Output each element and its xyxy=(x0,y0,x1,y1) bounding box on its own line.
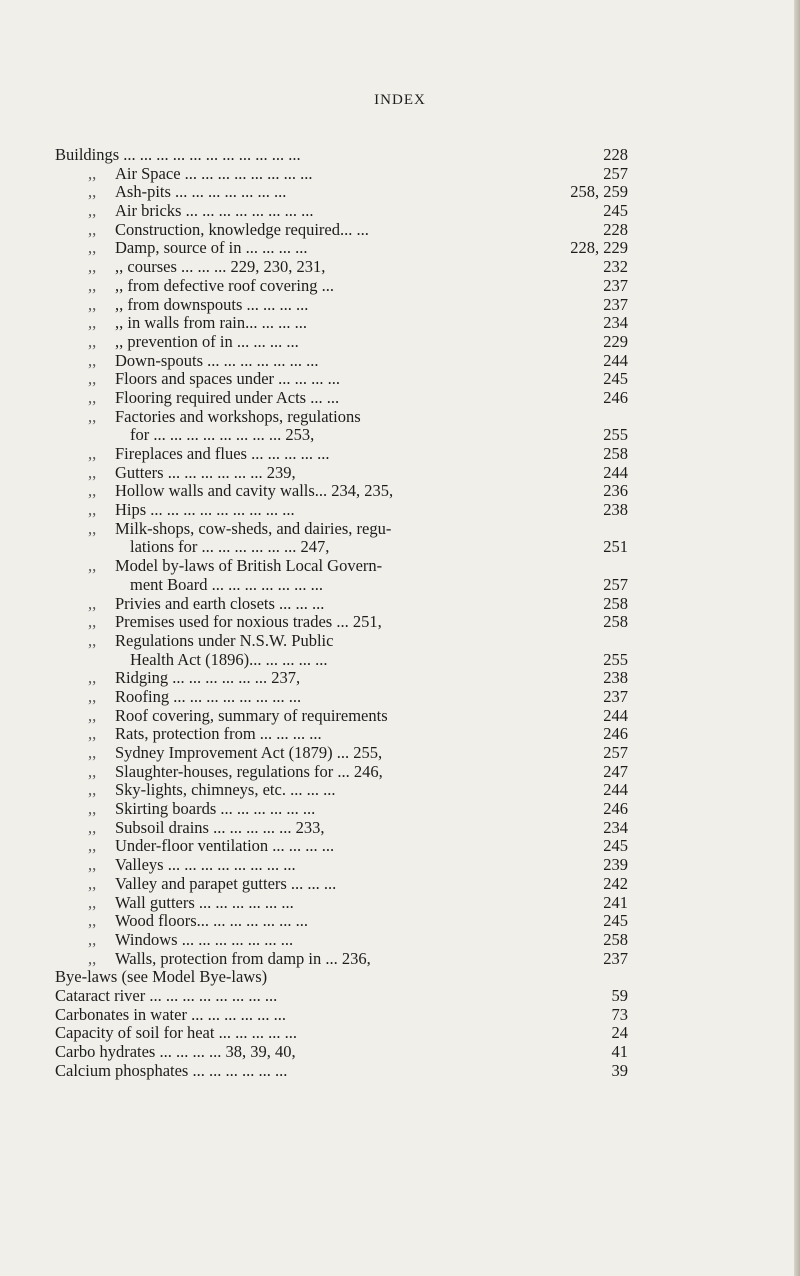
index-entry xyxy=(0,202,800,221)
index-entry-text: ,, from downspouts ... ... ... ... xyxy=(115,294,309,314)
index-entry xyxy=(0,482,800,501)
ditto-mark: ,, xyxy=(88,406,97,426)
index-entry-text: Subsoil drains ... ... ... ... ... 233, xyxy=(115,817,325,837)
index-entry xyxy=(0,968,800,987)
ditto-mark: ,, xyxy=(88,238,97,258)
index-entry xyxy=(0,613,800,632)
index-entry-text: Damp, source of in ... ... ... ... xyxy=(115,238,308,258)
index-entry-text: Premises used for noxious trades ... 251, xyxy=(115,612,382,632)
index-entry xyxy=(0,1024,800,1043)
index-entry-text: Buildings ... ... ... ... ... ... ... ... ... ... ... xyxy=(55,145,301,164)
index-entry-text: ,, from defective roof covering ... xyxy=(115,275,334,295)
index-entry-text: for ... ... ... ... ... ... ... ... 253, xyxy=(130,425,315,445)
index-entry-text: Wood floors... ... ... ... ... ... ... xyxy=(115,911,308,931)
index-entry xyxy=(0,538,800,557)
index-entry-pages: 239 xyxy=(603,855,628,875)
index-entry xyxy=(0,146,800,165)
index-entry-text: Ridging ... ... ... ... ... ... 237, xyxy=(115,668,301,688)
index-entry xyxy=(0,707,800,726)
index-entry-text: Factories and workshops, regulations xyxy=(115,406,361,426)
ditto-mark: ,, xyxy=(88,911,97,931)
ditto-mark: ,, xyxy=(88,836,97,856)
index-entry xyxy=(0,1006,800,1025)
index-entry-pages: 258, 259 xyxy=(570,182,628,202)
index-entry-text: Windows ... ... ... ... ... ... ... xyxy=(115,929,294,949)
index-entry xyxy=(0,950,800,969)
index-entry-text: lations for ... ... ... ... ... ... 247, xyxy=(130,537,330,557)
index-entry-text: ,, prevention of in ... ... ... ... xyxy=(115,331,299,351)
index-entry xyxy=(0,837,800,856)
ditto-mark: ,, xyxy=(88,799,97,819)
index-entry-text: Slaughter-houses, regulations for ... 246, xyxy=(115,761,383,781)
index-entry-pages: 257 xyxy=(603,574,628,594)
index-entry xyxy=(0,688,800,707)
index-entry xyxy=(0,333,800,352)
ditto-mark: ,, xyxy=(88,275,97,295)
index-entry-pages: 258 xyxy=(603,612,628,632)
index-entry-text: Wall gutters ... ... ... ... ... ... xyxy=(115,892,294,912)
index-entry xyxy=(0,296,800,315)
ditto-mark: ,, xyxy=(88,481,97,501)
index-entry-pages: 228 xyxy=(603,219,628,239)
index-entry xyxy=(0,445,800,464)
index-entry-pages: 73 xyxy=(611,1004,628,1024)
index-entry-pages: 59 xyxy=(611,985,628,1005)
index-entry xyxy=(0,408,800,427)
index-entry-text: Down-spouts ... ... ... ... ... ... ... xyxy=(115,350,319,370)
index-entry xyxy=(0,651,800,670)
index-entry-pages: 236 xyxy=(603,481,628,501)
index-entry xyxy=(0,669,800,688)
index-entry xyxy=(0,221,800,240)
index-entry-text: Model by-laws of British Local Govern- xyxy=(115,556,383,576)
index-entry-pages: 237 xyxy=(603,275,628,295)
ditto-mark: ,, xyxy=(88,855,97,875)
index-entry-pages: 244 xyxy=(603,705,628,725)
index-entry-pages: 242 xyxy=(603,873,628,893)
ditto-mark: ,, xyxy=(88,313,97,333)
index-entry-pages: 41 xyxy=(611,1042,628,1061)
index-entry xyxy=(0,800,800,819)
index-entry-text: Roof covering, summary of requirements xyxy=(115,705,388,725)
page-title: INDEX xyxy=(374,92,426,108)
index-entry-text: Health Act (1896)... ... ... ... ... xyxy=(130,649,328,669)
index-entry xyxy=(0,426,800,445)
index-entry-text: Carbonates in water ... ... ... ... ... ... xyxy=(55,1004,286,1024)
index-entry-text: Capacity of soil for heat ... ... ... ... ... xyxy=(55,1023,297,1043)
index-entry-text: Air Space ... ... ... ... ... ... ... ... xyxy=(115,163,313,183)
ditto-mark: ,, xyxy=(88,556,97,576)
index-entry-text: Cataract river ... ... ... ... ... ... ... ... xyxy=(55,985,278,1005)
ditto-mark: ,, xyxy=(88,444,97,463)
ditto-mark: ,, xyxy=(88,612,97,632)
index-entry-text: ,, courses ... ... ... 229, 230, 231, xyxy=(115,257,326,277)
ditto-mark: ,, xyxy=(88,294,97,314)
index-entry-pages: 245 xyxy=(603,201,628,221)
index-entry xyxy=(0,165,800,184)
index-entry-pages: 238 xyxy=(603,500,628,520)
ditto-mark: ,, xyxy=(88,462,97,482)
index-entry xyxy=(0,258,800,277)
index-entry-pages: 246 xyxy=(603,799,628,819)
index-entry-text: Construction, knowledge required... ... xyxy=(115,219,369,239)
index-entry-text: Rats, protection from ... ... ... ... xyxy=(115,724,322,744)
index-entry xyxy=(0,464,800,483)
index-entry-pages: 237 xyxy=(603,948,628,968)
index-entry xyxy=(0,352,800,371)
index-entry xyxy=(0,781,800,800)
ditto-mark: ,, xyxy=(88,892,97,912)
index-entry-pages: 246 xyxy=(603,387,628,407)
index-entry-pages: 237 xyxy=(603,294,628,314)
index-entry-pages: 255 xyxy=(603,649,628,669)
index-entry-text: Carbo hydrates ... ... ... ... 38, 39, 40, xyxy=(55,1042,296,1061)
index-entry-pages: 228 xyxy=(603,145,628,164)
index-entry xyxy=(0,912,800,931)
index-entry-pages: 244 xyxy=(603,350,628,370)
index-entry xyxy=(0,725,800,744)
index-entry-text: Hollow walls and cavity walls... 234, 235, xyxy=(115,481,394,501)
ditto-mark: ,, xyxy=(88,369,97,389)
index-entry xyxy=(0,314,800,333)
index-entry xyxy=(0,520,800,539)
index-entry-pages: 234 xyxy=(603,817,628,837)
ditto-mark: ,, xyxy=(88,163,97,183)
index-entry-pages: 241 xyxy=(603,892,628,912)
index-entry xyxy=(0,277,800,296)
index-entry-pages: 258 xyxy=(603,444,628,463)
index-entry-text: Gutters ... ... ... ... ... ... 239, xyxy=(115,462,296,482)
ditto-mark: ,, xyxy=(88,724,97,744)
index-entry-pages: 39 xyxy=(611,1060,628,1080)
index-entry xyxy=(0,744,800,763)
ditto-mark: ,, xyxy=(88,705,97,725)
index-entry xyxy=(0,856,800,875)
ditto-mark: ,, xyxy=(88,743,97,762)
index-entry-pages: 237 xyxy=(603,686,628,706)
index-entry-pages: 257 xyxy=(603,743,628,762)
index-entry-pages: 229 xyxy=(603,331,628,351)
ditto-mark: ,, xyxy=(88,387,97,407)
index-entry-pages: 244 xyxy=(603,462,628,482)
index-entry-pages: 258 xyxy=(603,929,628,949)
ditto-mark: ,, xyxy=(88,201,97,221)
index-entry-text: Sydney Improvement Act (1879) ... 255, xyxy=(115,743,383,762)
index-entry-pages: 245 xyxy=(603,911,628,931)
ditto-mark: ,, xyxy=(88,257,97,277)
ditto-mark: ,, xyxy=(88,948,97,968)
ditto-mark: ,, xyxy=(88,761,97,781)
index-entry xyxy=(0,632,800,651)
index-entry xyxy=(0,576,800,595)
index-entry xyxy=(0,1062,800,1081)
index-entry xyxy=(0,501,800,520)
index-entry-text: Roofing ... ... ... ... ... ... ... ... xyxy=(115,686,302,706)
index-entry-text: Privies and earth closets ... ... ... xyxy=(115,593,325,613)
index-list xyxy=(0,146,800,1080)
index-entry-text: Air bricks ... ... ... ... ... ... ... ... xyxy=(115,201,314,221)
index-entry-text: Skirting boards ... ... ... ... ... ... xyxy=(115,799,316,819)
ditto-mark: ,, xyxy=(88,331,97,351)
ditto-mark: ,, xyxy=(88,630,97,650)
index-entry-text: Regulations under N.S.W. Public xyxy=(115,630,334,650)
ditto-mark: ,, xyxy=(88,350,97,370)
index-entry-pages: 238 xyxy=(603,668,628,688)
index-entry-pages: 247 xyxy=(603,761,628,781)
index-entry-text: Flooring required under Acts ... ... xyxy=(115,387,340,407)
index-entry xyxy=(0,931,800,950)
index-entry xyxy=(0,894,800,913)
index-entry-pages: 255 xyxy=(603,425,628,445)
index-entry xyxy=(0,763,800,782)
index-entry xyxy=(0,389,800,408)
index-entry-text: ment Board ... ... ... ... ... ... ... xyxy=(130,574,323,594)
index-entry-pages: 24 xyxy=(611,1023,628,1043)
index-entry xyxy=(0,1043,800,1062)
ditto-mark: ,, xyxy=(88,500,97,520)
index-entry xyxy=(0,557,800,576)
index-entry-text: Walls, protection from damp in ... 236, xyxy=(115,948,371,968)
ditto-mark: ,, xyxy=(88,182,97,202)
ditto-mark: ,, xyxy=(88,593,97,613)
index-entry-text: Fireplaces and flues ... ... ... ... ... xyxy=(115,444,330,463)
index-entry-pages: 257 xyxy=(603,163,628,183)
ditto-mark: ,, xyxy=(88,780,97,800)
index-entry-text: Bye-laws (see Model Bye-laws) xyxy=(55,967,268,987)
index-entry xyxy=(0,987,800,1006)
ditto-mark: ,, xyxy=(88,219,97,239)
index-entry-text: Calcium phosphates ... ... ... ... ... ... xyxy=(55,1060,288,1080)
index-entry-text: Valleys ... ... ... ... ... ... ... ... xyxy=(115,855,296,875)
index-entry xyxy=(0,370,800,389)
index-entry-pages: 251 xyxy=(603,537,628,557)
ditto-mark: ,, xyxy=(88,873,97,893)
index-entry-text: Valley and parapet gutters ... ... ... xyxy=(115,873,337,893)
index-entry-text: Milk-shops, cow-sheds, and dairies, regu- xyxy=(115,518,392,538)
ditto-mark: ,, xyxy=(88,929,97,949)
index-entry xyxy=(0,239,800,258)
index-entry-pages: 234 xyxy=(603,313,628,333)
index-entry-text: Ash-pits ... ... ... ... ... ... ... xyxy=(115,182,287,202)
index-entry-pages: 244 xyxy=(603,780,628,800)
ditto-mark: ,, xyxy=(88,518,97,538)
index-entry-pages: 245 xyxy=(603,369,628,389)
index-entry-pages: 245 xyxy=(603,836,628,856)
index-entry-pages: 228, 229 xyxy=(570,238,628,258)
index-entry-pages: 246 xyxy=(603,724,628,744)
index-entry-text: ,, in walls from rain... ... ... ... xyxy=(115,313,308,333)
index-entry-text: Under-floor ventilation ... ... ... ... xyxy=(115,836,335,856)
index-entry-text: Floors and spaces under ... ... ... ... xyxy=(115,369,341,389)
index-entry xyxy=(0,875,800,894)
index-entry-pages: 258 xyxy=(603,593,628,613)
ditto-mark: ,, xyxy=(88,668,97,688)
index-entry-text: Sky-lights, chimneys, etc. ... ... ... xyxy=(115,780,336,800)
index-entry-text: Hips ... ... ... ... ... ... ... ... ... xyxy=(115,500,295,520)
ditto-mark: ,, xyxy=(88,817,97,837)
index-entry xyxy=(0,595,800,614)
index-entry-pages: 232 xyxy=(603,257,628,277)
index-entry xyxy=(0,183,800,202)
index-entry xyxy=(0,819,800,838)
ditto-mark: ,, xyxy=(88,686,97,706)
